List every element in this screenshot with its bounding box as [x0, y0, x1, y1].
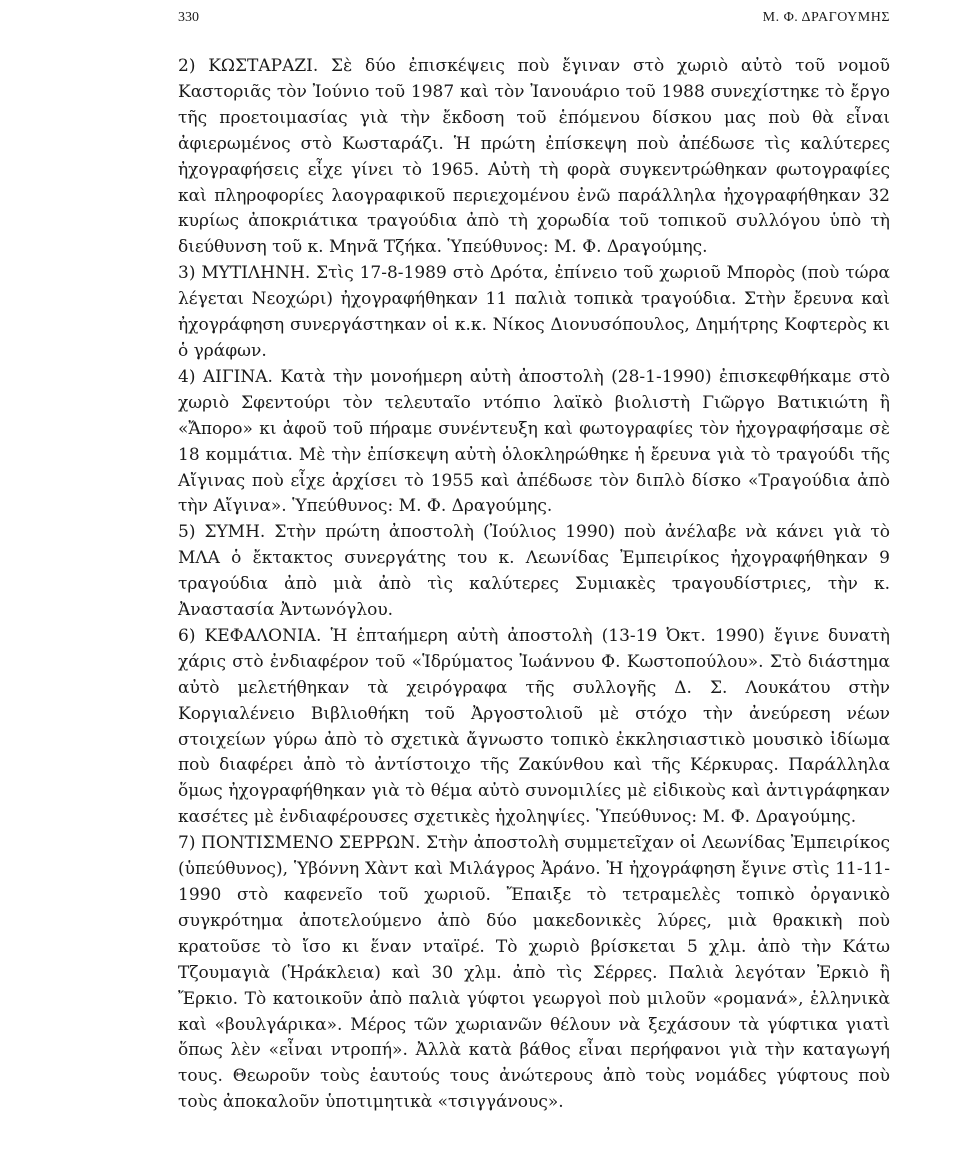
paragraph-kefalonia: 6) ΚΕΦΑΛΟΝΙΑ. Ἡ ἑπταήμερη αὐτὴ ἀποστολὴ (13-19 Ὀκτ. 1990) ἔγινε δυνατὴ χάρις στὸ ἐνδιαφέρον τοῦ «Ἱδρύματος Ἰωάννου Φ. Κωστοπούλου». Στὸ διάστημα αὐτὸ μελετήθηκαν τὰ χειρόγραφα τῆς συλλογῆς Δ. Σ. Λουκάτου στὴν Κοργιαλένειο Βιβλιοθήκη τοῦ Ἀργοστολιοῦ μὲ στόχο τὴν ἀνεύρεση νέων στοιχείων γύρω ἀπὸ τὸ σχετικὰ ἄγνωστο τοπικὸ ἐκκλησιαστικὸ μουσικὸ ἰδίωμα ποὺ διαφέρει ἀπὸ τὸ ἀντίστοιχο τῆς Ζακύνθου καὶ τῆς Κέρκυρας. Παράλληλα ὅμως ἠχογραφήθηκαν γιὰ τὸ θέμα αὐτὸ συνομιλίες μὲ εἰδικοὺς καὶ ἀντιγράφηκαν κασέτες μὲ ἐνδιαφέρουσες σχετικὲς ἠχοληψίες. Ὑπεύθυνος: Μ. Φ. Δραγούμης.: [178, 625, 890, 828]
paragraph-mytilini: 3) ΜΥΤΙΛΗΝΗ. Στὶς 17-8-1989 στὸ Δρότα, ἐπίνειο τοῦ χωριοῦ Μπορὸς (ποὺ τώρα λέγεται Νεοχώρι) ἠχογραφήθηκαν 11 παλιὰ τοπικὰ τραγούδια. Στὴν ἔρευνα καὶ ἠχογράφηση συνεργάστηκαν οἱ κ.κ. Νίκος Διονυσόπουλος, Δημήτρης Κοφτερὸς κι ὁ γράφων.: [178, 263, 890, 361]
page-number: 330: [178, 10, 199, 25]
running-head: Μ. Φ. ΔΡΑΓΟΥΜΗΣ: [762, 10, 890, 25]
page-header: [178, 10, 890, 32]
paragraph-aigina: 4) ΑΙΓΙΝΑ. Κατὰ τὴν μονοήμερη αὐτὴ ἀποστολὴ (28-1-1990) ἐπισκεφθήκαμε στὸ χωριὸ Σφεντούρι τὸν τελευταῖο ντόπιο λαϊκὸ βιολιστὴ Γιῶργο Βατικιώτη ἢ «Ἄπορο» κι ἀφοῦ τοῦ πήραμε συνέντευξη καὶ φωτογραφίες τὸν ἠχογραφήσαμε σὲ 18 κομμάτια. Μὲ τὴν ἐπίσκεψη αὐτὴ ὁλοκληρώθηκε ἡ ἔρευνα γιὰ τὸ τραγούδι τῆς Αἴγινας ποὺ εἶχε ἀρχίσει τὸ 1955 καὶ ἀπέδωσε τὸν διπλὸ δίσκο «Τραγούδια ἀπὸ τὴν Αἴγινα». Ὑπεύθυνος: Μ. Φ. Δραγούμης.: [178, 366, 890, 517]
paragraph-pontismeno-serron: 7) ΠΟΝΤΙΣΜΕΝΟ ΣΕΡΡΩΝ. Στὴν ἀποστολὴ συμμετεῖχαν οἱ Λεωνίδας Ἐμπειρίκος (ὑπεύθυνος), Ὑβόννη Χὰντ καὶ Μιλάγρος Ἀράνο. Ἡ ἠχογράφηση ἔγινε στὶς 11-11-1990 στὸ καφενεῖο τοῦ χωριοῦ. Ἔπαιξε τὸ τετραμελὲς τοπικὸ ὀργανικὸ συγκρότημα ἀποτελούμενο ἀπὸ δύο μακεδονικὲς λύρες, μιὰ θρακικὴ ποὺ κρατοῦσε τὸ ἴσο κι ἕναν νταϊρέ. Τὸ χωριὸ βρίσκεται 5 χλμ. ἀπὸ τὴν Κάτω Τζουμαγιὰ (Ἡράκλεια) καὶ 30 χλμ. ἀπὸ τὶς Σέρρες. Παλιὰ λεγόταν Ἐρκιὸ ἢ Ἔρκιο. Τὸ κατοικοῦν ἀπὸ παλιὰ γύφτοι γεωργοὶ ποὺ μιλοῦν «ρομανά», ἑλληνικὰ καὶ «βουλγάρικα». Μέρος τῶν χωριανῶν θέλουν νὰ ξεχάσουν τὰ γύφτικα γιατὶ ὅπως λὲν «εἶναι ντροπή». Ἀλλὰ κατὰ βάθος εἶναι περήφανοι γιὰ τὴν καταγωγή τους. Θεωροῦν τοὺς ἑαυτούς τους ἀνώτερους ἀπὸ τοὺς νομάδες γύφτους ποὺ τοὺς ἀποκαλοῦν ὑποτιμητικὰ «τσιγγάνους».: [178, 833, 890, 1113]
paragraph-kostarazi: 2) ΚΩΣΤΑΡΑΖΙ. Σὲ δύο ἐπισκέψεις ποὺ ἔγιναν στὸ χωριὸ αὐτὸ τοῦ νομοῦ Καστοριᾶς τὸν Ἰούνιο τοῦ 1987 καὶ τὸν Ἰανουάριο τοῦ 1988 συνεχίστηκε τὸ ἔργο τῆς προετοιμασίας γιὰ τὴν ἔκδοση τοῦ ἑπόμενου δίσκου μας ποὺ θὰ εἶναι ἀφιερωμένος στὸ Κωσταράζι. Ἡ πρώτη ἐπίσκεψη ποὺ ἀπέδωσε τὶς καλύτερες ἠχογραφήσεις εἶχε γίνει τὸ 1965. Αὐτὴ τὴ φορὰ συγκεντρώθηκαν φωτογραφίες καὶ πληροφορίες λαογραφικοῦ περιεχομένου ἐνῶ παράλληλα ἠχογραφήθηκαν 32 κυρίως ἀποκριάτικα τραγούδια ἀπὸ τὴ χορωδία τοῦ τοπικοῦ συλλόγου ὑπὸ τὴ διεύθυνση τοῦ κ. Μηνᾶ Τζήκα. Ὑπεύθυνος: Μ. Φ. Δραγούμης.: [178, 56, 890, 258]
paragraph-symi: 5) ΣΥΜΗ. Στὴν πρώτη ἀποστολὴ (Ἰούλιος 1990) ποὺ ἀνέλαβε νὰ κάνει γιὰ τὸ ΜΛΑ ὁ ἔκτακτος συνεργάτης του κ. Λεωνίδας Ἐμπειρίκος ἠχογραφήθηκαν 9 τραγούδια ἀπὸ μιὰ ἀπὸ τὶς καλύτερες Συμιακὲς τραγουδίστριες, τὴν κ. Ἀναστασία Ἀντωνόγλου.: [178, 522, 890, 621]
body-text: [178, 54, 890, 1116]
